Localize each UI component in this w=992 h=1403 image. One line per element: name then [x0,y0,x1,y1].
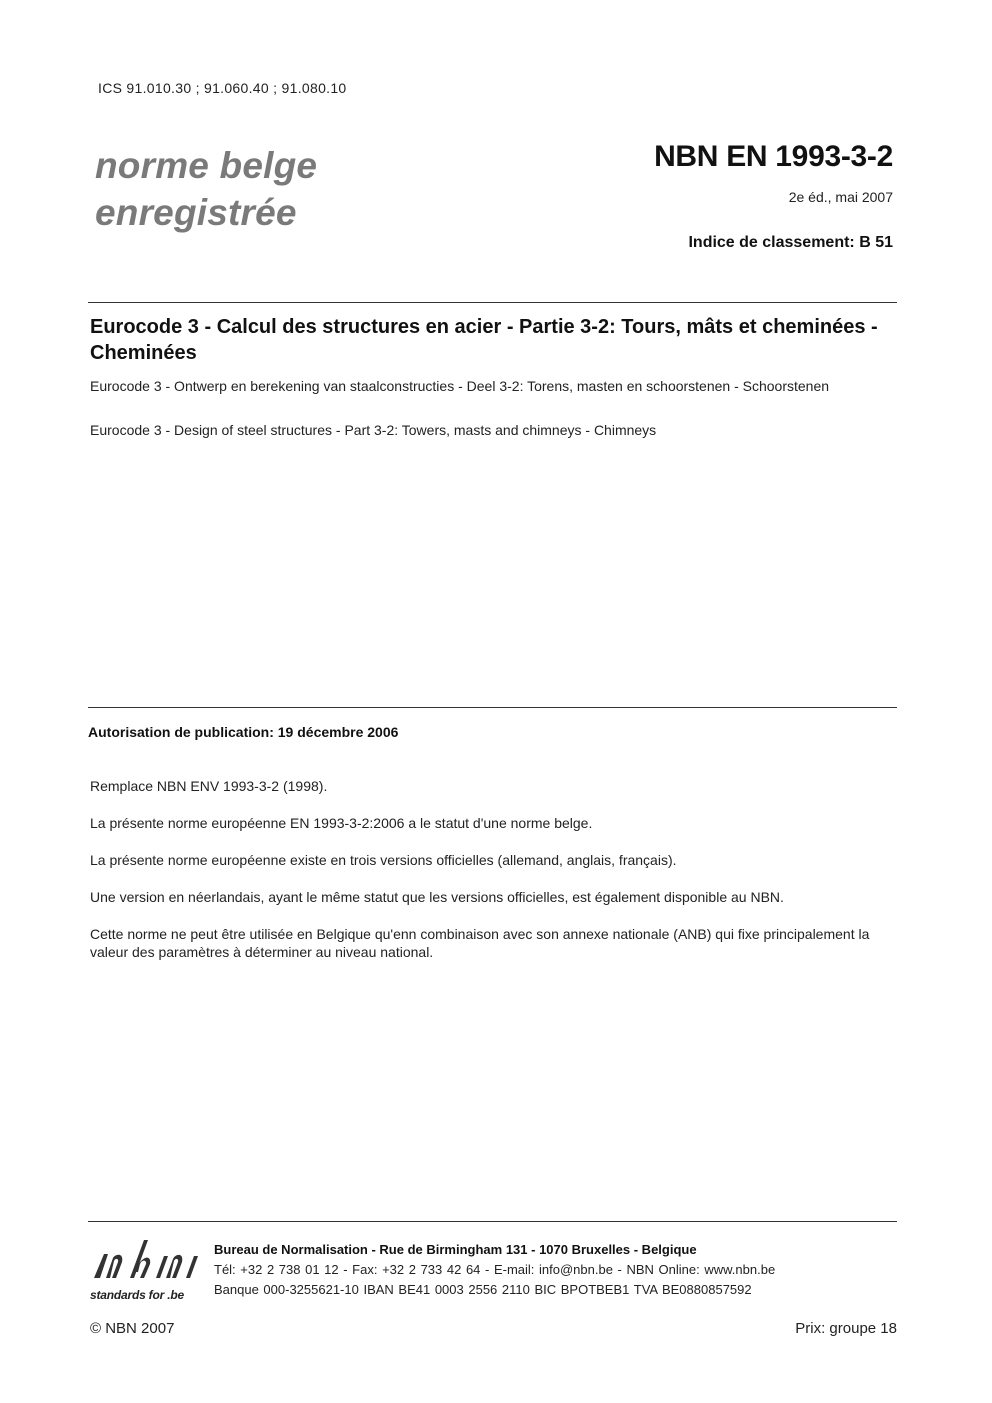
registered-line-1: norme belge [95,145,318,186]
divider-top [88,302,897,303]
title-english: Eurocode 3 - Design of steel structures - Part 3-2: Towers, masts and chimneys - Chimneys [90,422,657,438]
price-group: Prix: groupe 18 [795,1320,897,1337]
footer-contact: Tél: +32 2 738 01 12 - Fax: +32 2 733 42 64 - E-mail: info@nbn.be - NBN Online: www.nbn.be [214,1262,776,1277]
note-status: La présente norme européenne EN 1993-3-2:2006 a le statut d'une norme belge. [90,815,593,831]
logo-tagline: standards for .be [90,1288,184,1302]
note-national-annex: Cette norme ne peut être utilisée en Belgique qu'enn combinaison avec son annexe nationale (ANB) qui fixe principalement la valeur des paramètres à déterminer au niveau national. [90,926,870,960]
title-french: Eurocode 3 - Calcul des structures en acier - Partie 3-2: Tours, mâts et cheminées - Cheminées [90,316,878,364]
registered-line-2: enregistrée [95,192,297,233]
registered-standard-label [95,142,317,236]
standard-number: NBN EN 1993-3-2 [654,140,893,173]
title-dutch: Eurocode 3 - Ontwerp en berekening van staalconstructies - Deel 3-2: Torens, masten en schoorstenen - Schoorstenen [90,378,830,394]
divider-footer [88,1221,897,1222]
footer-bank-details: Banque 000-3255621-10 IBAN BE41 0003 2556 2110 BIC BPOTBEB1 TVA BE0880857592 [214,1282,752,1297]
divider-middle [88,707,897,708]
notes-list [90,777,890,980]
edition-date: 2e éd., mai 2007 [788,189,893,205]
footer-address: Bureau de Normalisation - Rue de Birmingham 131 - 1070 Bruxelles - Belgique [214,1242,697,1257]
publication-authorization: Autorisation de publication: 19 décembre 2006 [88,724,399,740]
ics-codes: ICS 91.010.30 ; 91.060.40 ; 91.080.10 [98,80,347,96]
note-official-versions: La présente norme européenne existe en trois versions officielles (allemand, anglais, français). [90,852,677,868]
copyright: © NBN 2007 [90,1320,175,1337]
classification-index: Indice de classement: B 51 [688,234,893,251]
note-replaces: Remplace NBN ENV 1993-3-2 (1998). [90,778,328,794]
note-dutch-version: Une version en néerlandais, ayant le même statut que les versions officielles, est également disponible au NBN. [90,889,784,905]
